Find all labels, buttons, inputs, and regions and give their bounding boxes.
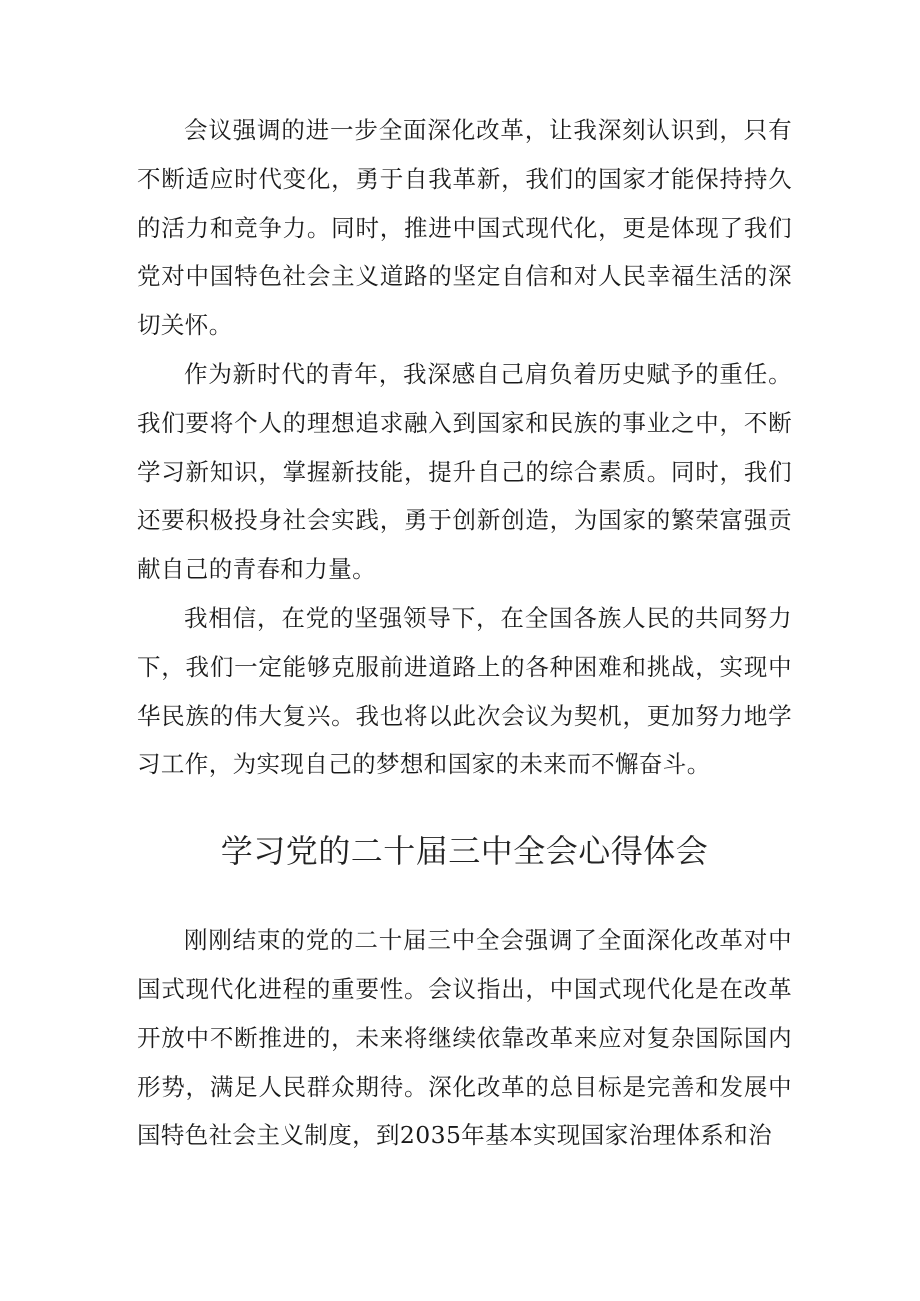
- paragraph-plenary-summary: 刚刚结束的党的二十届三中全会强调了全面深化改革对中国式现代化进程的重要性。会议指出，中国式现代化是在改革开放中不断推进的，未来将继续依靠改革来应对复杂国际国内形势，满足人民群众期待。深化改革的总目标是完善和发展中国特色社会主义制度，到2035年基本实现国家治理体系和治: [137, 926, 792, 1150]
- document-body: [137, 106, 792, 1160]
- paragraph-conviction: 我相信，在党的坚强领导下，在全国各族人民的共同努力下，我们一定能够克服前进道路上的各种困难和挑战，实现中华民族的伟大复兴。我也将以此次会议为契机，更加努力地学习工作，为实现自己的梦想和国家的未来而不懈奋斗。: [137, 603, 792, 779]
- section-title: 学习党的二十届三中全会心得体会: [220, 832, 709, 871]
- paragraph-reform-reflection: 会议强调的进一步全面深化改革，让我深刻认识到，只有不断适应时代变化，勇于自我革新，我们的国家才能保持持久的活力和竞争力。同时，推进中国式现代化，更是体现了我们党对中国特色社会主义道路的坚定自信和对人民幸福生活的深切关怀。: [137, 116, 792, 340]
- paragraph-youth-responsibility: 作为新时代的青年，我深感自己肩负着历史赋予的重任。我们要将个人的理想追求融入到国家和民族的事业之中，不断学习新知识，掌握新技能，提升自己的综合素质。同时，我们还要积极投身社会实践，勇于创新创造，为国家的繁荣富强贡献自己的青春和力量。: [137, 359, 792, 584]
